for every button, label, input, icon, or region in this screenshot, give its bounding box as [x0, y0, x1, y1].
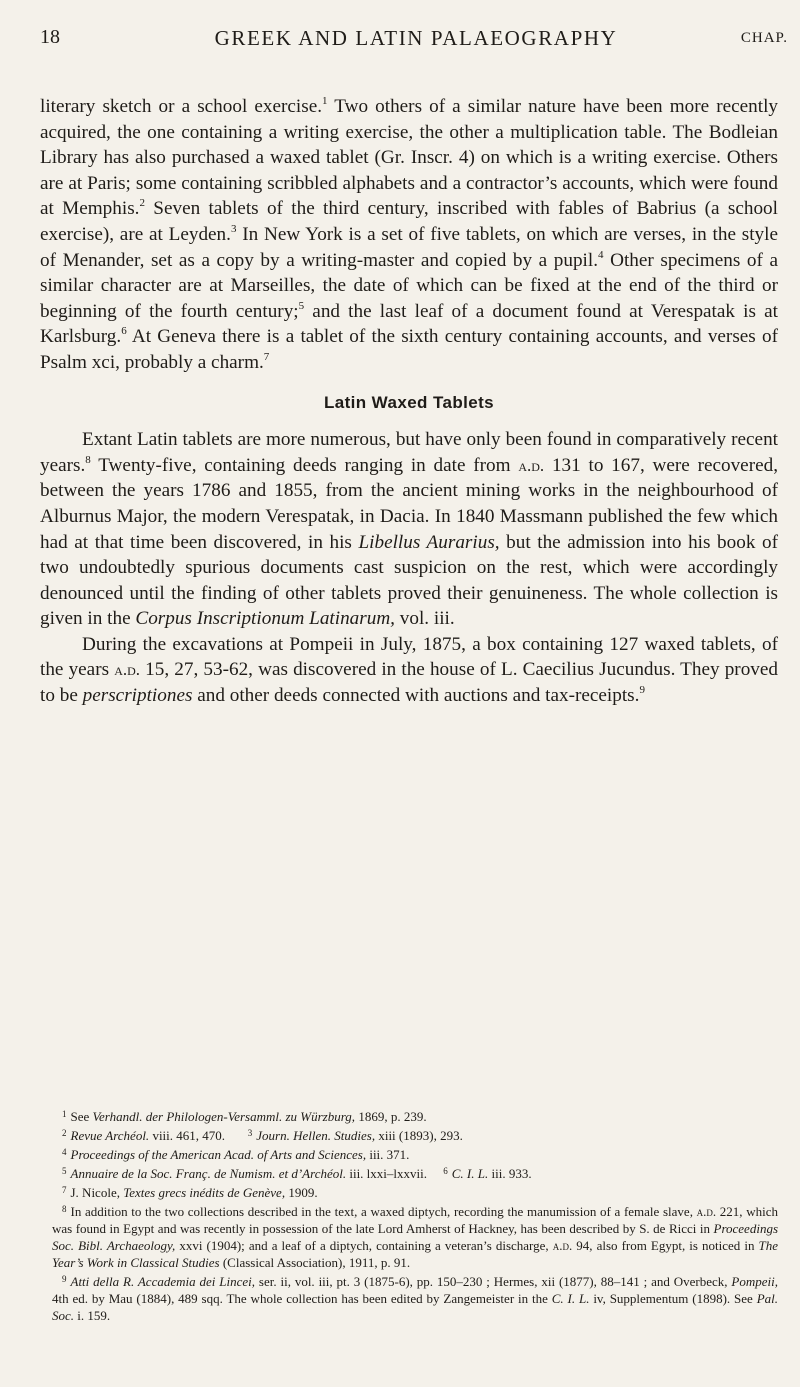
footnote-ref-3[interactable]: 3 — [230, 222, 237, 235]
footnote-ref-8[interactable]: 8 — [85, 453, 91, 466]
footnote-ref-1[interactable]: 1 — [322, 95, 328, 107]
body-text — [40, 94, 778, 709]
footnote-7: $^7$ J. Nicole, Textes grecs inédits de Genève, 1909. — [62, 1185, 318, 1200]
footnote-ref-6[interactable]: 6 — [121, 325, 127, 338]
footnote-ref-2[interactable]: 2 — [139, 197, 145, 210]
paragraph-1: literary sketch or a school exercise.$^1$ Two others of a similar nature have been more recently acquired, the one containing a writing exercise, the other a multiplication table. The Bodleian Library has also purchased a waxed tablet (Gr. Inscr. 4) on which is a writing exercise. Others are at Paris; some containing scribbled alphabets and a contractor’s accounts, which were found at Memphis.$^2$ Seven tablets of the third century, inscribed with fables of Babrius (a school exercise), are at Leyden.$^3$ In New York is a set of five tablets, on which are verses, in the style of Menander, set as a copy by a writing-master and copied by a pupil.$^4$ Other specimens of a similar character are at Marseilles, the date of which can be fixed at the end of the third or beginning of the fourth century;$^5$ and the last leaf of a document found at Verespatak is at Karlsburg.$^6$ At Geneva there is a tablet of the sixth century containing accounts, and verses of Psalm xci, probably a charm.$^7$ — [40, 95, 778, 373]
paragraph-3: During the excavations at Pompeii in July, 1875, a box containing 127 waxed tablets, of the years a.d. 15, 27, 53-62, was discovered in the house of L. Caecilius Jucundus. They proved to be perscriptiones and other deeds connected with auctions and tax-receipts.$^9$ — [40, 633, 778, 707]
footnote-2: $^2$ Revue Archéol. viii. 461, 470. $^3$ Journ. Hellen. Studies, xiii (1893), 293. — [62, 1128, 463, 1143]
book-page — [40, 0, 792, 1387]
footnote-4: $^4$ Proceedings of the American Acad. of Arts and Sciences, iii. 371. — [62, 1147, 410, 1162]
footnote-9: $^9$ Atti della R. Accademia dei Lincei, ser. ii, vol. iii, pt. 3 (1875-6), pp. 150–230 ; Hermes, xii (1877), 88–141 ; and Overbeck, Pompeii, 4th ed. by Mau (1884), 489 sqq. The whole collection has been edited by Zangemeister in the C. I. L. iv, Supplementum (1898). See Pal. Soc. i. 159. — [52, 1274, 778, 1323]
footnote-8: $^8$ In addition to the two collections described in the text, a waxed diptych, recording the manumission of a female slave, a.d. 221, which was found in Egypt and was recently in possession of the late Lord Amherst of Hackney, has been described by S. de Ricci in Proceedings Soc. Bibl. Archaeology, xxvi (1904); and a leaf of a diptych, containing a veteran’s discharge, a.d. 94, also from Egypt, is noticed in The Year’s Work in Classical Studies (Classical Association), 1911, p. 91. — [52, 1204, 779, 1270]
footnote-ref-9[interactable]: 9 — [639, 684, 645, 697]
paragraph-2: Extant Latin tablets are more numerous, but have only been found in comparatively recent years.$^8$ Twenty-five, containing deeds ranging in date from a.d. 131 to 167, were recovered, between the years 1786 and 1855, from the ancient mining works in the neighbourhood of Alburnus Major, the modern Verespatak, in Dacia. In 1840 Massmann published the few which had at that time been discovered, in his Libellus Aurarius, but the admission into his book of two undoubtedly spurious documents cast suspicion on the rest, which were accordingly denounced until the finding of other tablets proved their genuineness. The whole collection is given in the Corpus Inscriptionum Latinarum, vol. iii. — [40, 429, 778, 630]
footnote-ref-7[interactable]: 7 — [263, 350, 270, 363]
footnote-1: $^1$ See Verhandl. der Philologen-Versamml. zu Würzburg, 1869, p. 239. — [62, 1109, 427, 1124]
footnote-ref-4[interactable]: 4 — [598, 248, 604, 261]
section-heading: Latin Waxed Tablets — [323, 392, 495, 412]
page-number: 18 — [40, 26, 60, 48]
footnote-5: $^5$ Annuaire de la Soc. Franç. de Numism. et d’Archéol. iii. lxxi–lxxvii. $^6$ C. I. L. iii. 933. — [62, 1166, 532, 1181]
running-head — [40, 20, 792, 50]
footnote-ref-5[interactable]: 5 — [298, 299, 305, 312]
footnotes — [52, 1106, 778, 1324]
running-title: GREEK AND LATIN PALAEOGRAPHY — [214, 26, 618, 50]
chapter-label: CHAP. — [740, 30, 788, 46]
